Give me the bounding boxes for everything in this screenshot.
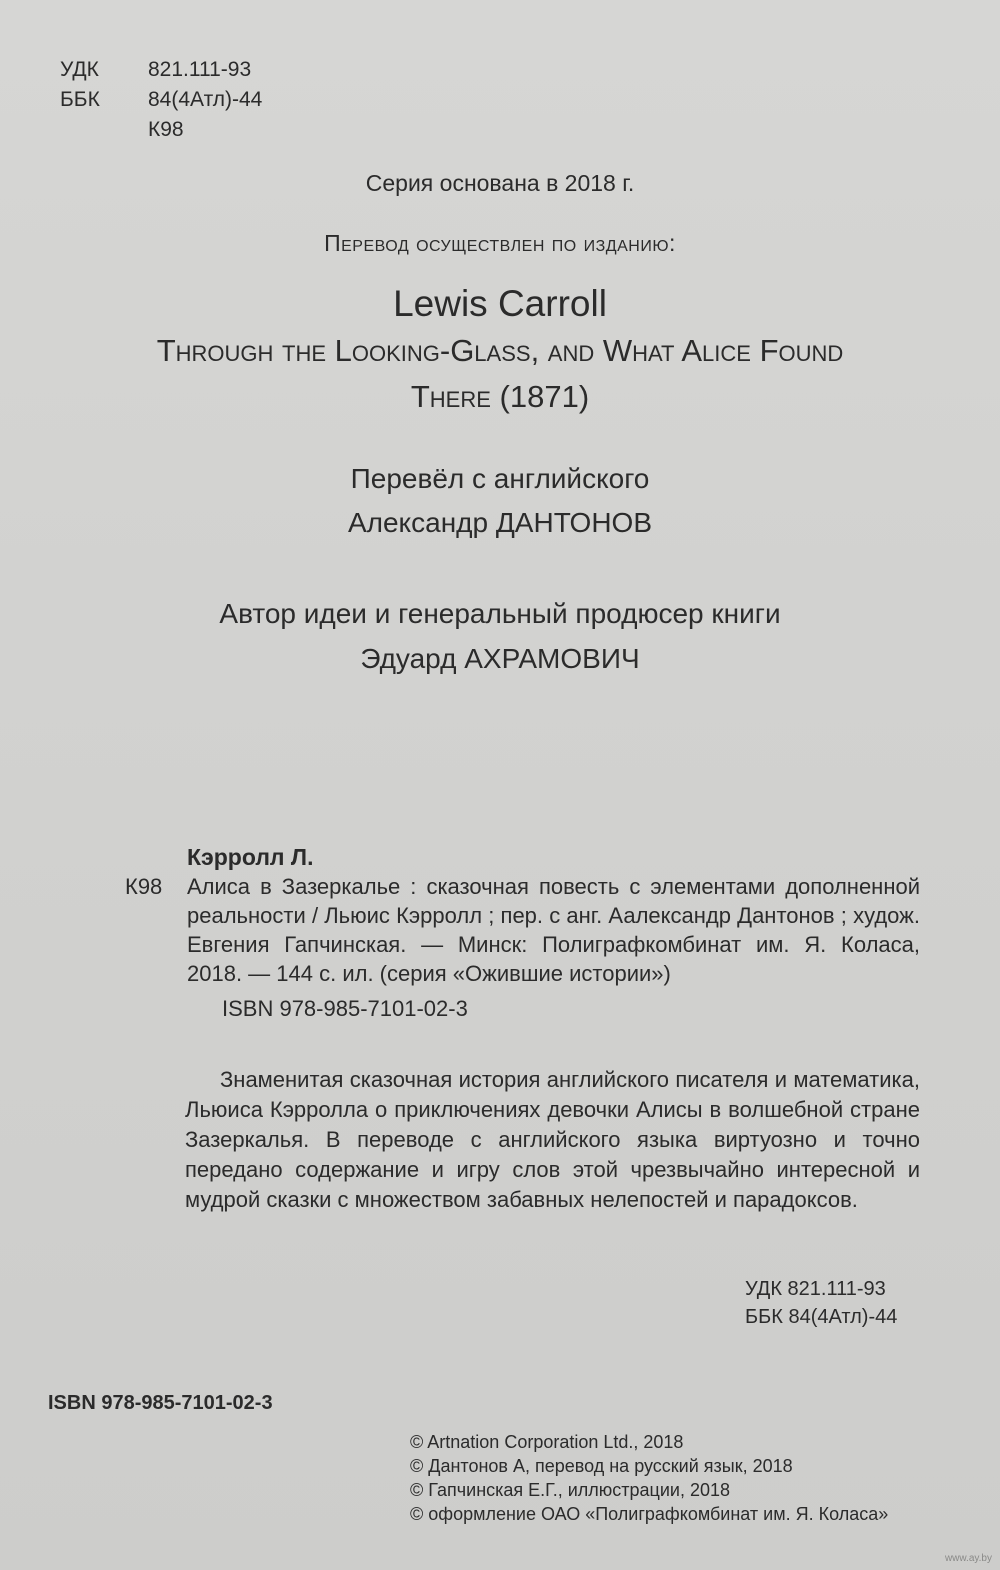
copyright-line: © оформление ОАО «Полиграфкомбинат им. Я. Коласа» — [410, 1504, 889, 1524]
producer-label: Автор идеи и генеральный продюсер книги — [219, 598, 781, 629]
original-author: Lewis Carroll — [393, 283, 607, 324]
bibliographic-record — [125, 843, 920, 1023]
series-note: Серия основана в 2018 г. — [365, 170, 635, 196]
translator-label: Перевёл с английского — [350, 463, 650, 494]
classification-codes — [60, 55, 262, 145]
translation-basis: Перевод осуществлен по изданию: — [324, 230, 676, 256]
udk-value: 821.111-93 — [148, 58, 252, 81]
record-author-sign: К98 — [125, 874, 163, 899]
copyright-notices — [410, 1430, 888, 1526]
udk-label: УДК — [60, 58, 99, 81]
bbk-label: ББК — [60, 88, 100, 111]
bbk-value: 84(4Атл)-44 — [148, 88, 263, 111]
record-author-heading: Кэрролл Л. — [187, 844, 314, 870]
isbn-bottom: ISBN 978-985-7101-02-3 — [48, 1392, 273, 1414]
record-description: Алиса в Зазеркалье : сказочная повесть с элементами дополненной реальности / Льюис Кэрролл ; пер. с анг. Аалександр Дантонов ; худож. Евгения Гапчинская. — Минск: Полиграфкомбинат им. Я. Коласа, 2018. — 144 с. ил. (серия «Ожившие истории») — [187, 874, 920, 986]
translator-name: Александр ДАНТОНОВ — [347, 507, 653, 538]
author-sign: К98 — [148, 118, 184, 141]
record-udk: УДК 821.111-93 — [745, 1278, 886, 1300]
watermark: www.ay.by — [944, 1553, 992, 1564]
copyright-line: © Artnation Corporation Ltd., 2018 — [410, 1432, 684, 1452]
producer-name: Эдуард АХРАМОВИЧ — [360, 643, 640, 674]
record-isbn: ISBN 978-985-7101-02-3 — [222, 996, 468, 1021]
original-title: Through the Looking-Glass, and What Alice Found There (1871) — [156, 333, 844, 414]
record-abstract: Знаменитая сказочная история английского писателя и математика, Льюиса Кэрролла о приключениях девочки Алисы в волшебной стране Зазеркалья. В переводе с английского языка виртуозно и точно передано содержание и игру слов этой чрезвычайно интересной и мудрой сказки с множеством забавных нелепостей и парадоксов. — [185, 1067, 920, 1212]
copyright-line: © Гапчинская Е.Г., иллюстрации, 2018 — [410, 1480, 731, 1500]
copyright-line: © Дантонов А, перевод на русский язык, 2018 — [410, 1456, 793, 1476]
record-classification — [745, 1275, 897, 1331]
record-bbk: ББК 84(4Атл)-44 — [745, 1306, 898, 1328]
